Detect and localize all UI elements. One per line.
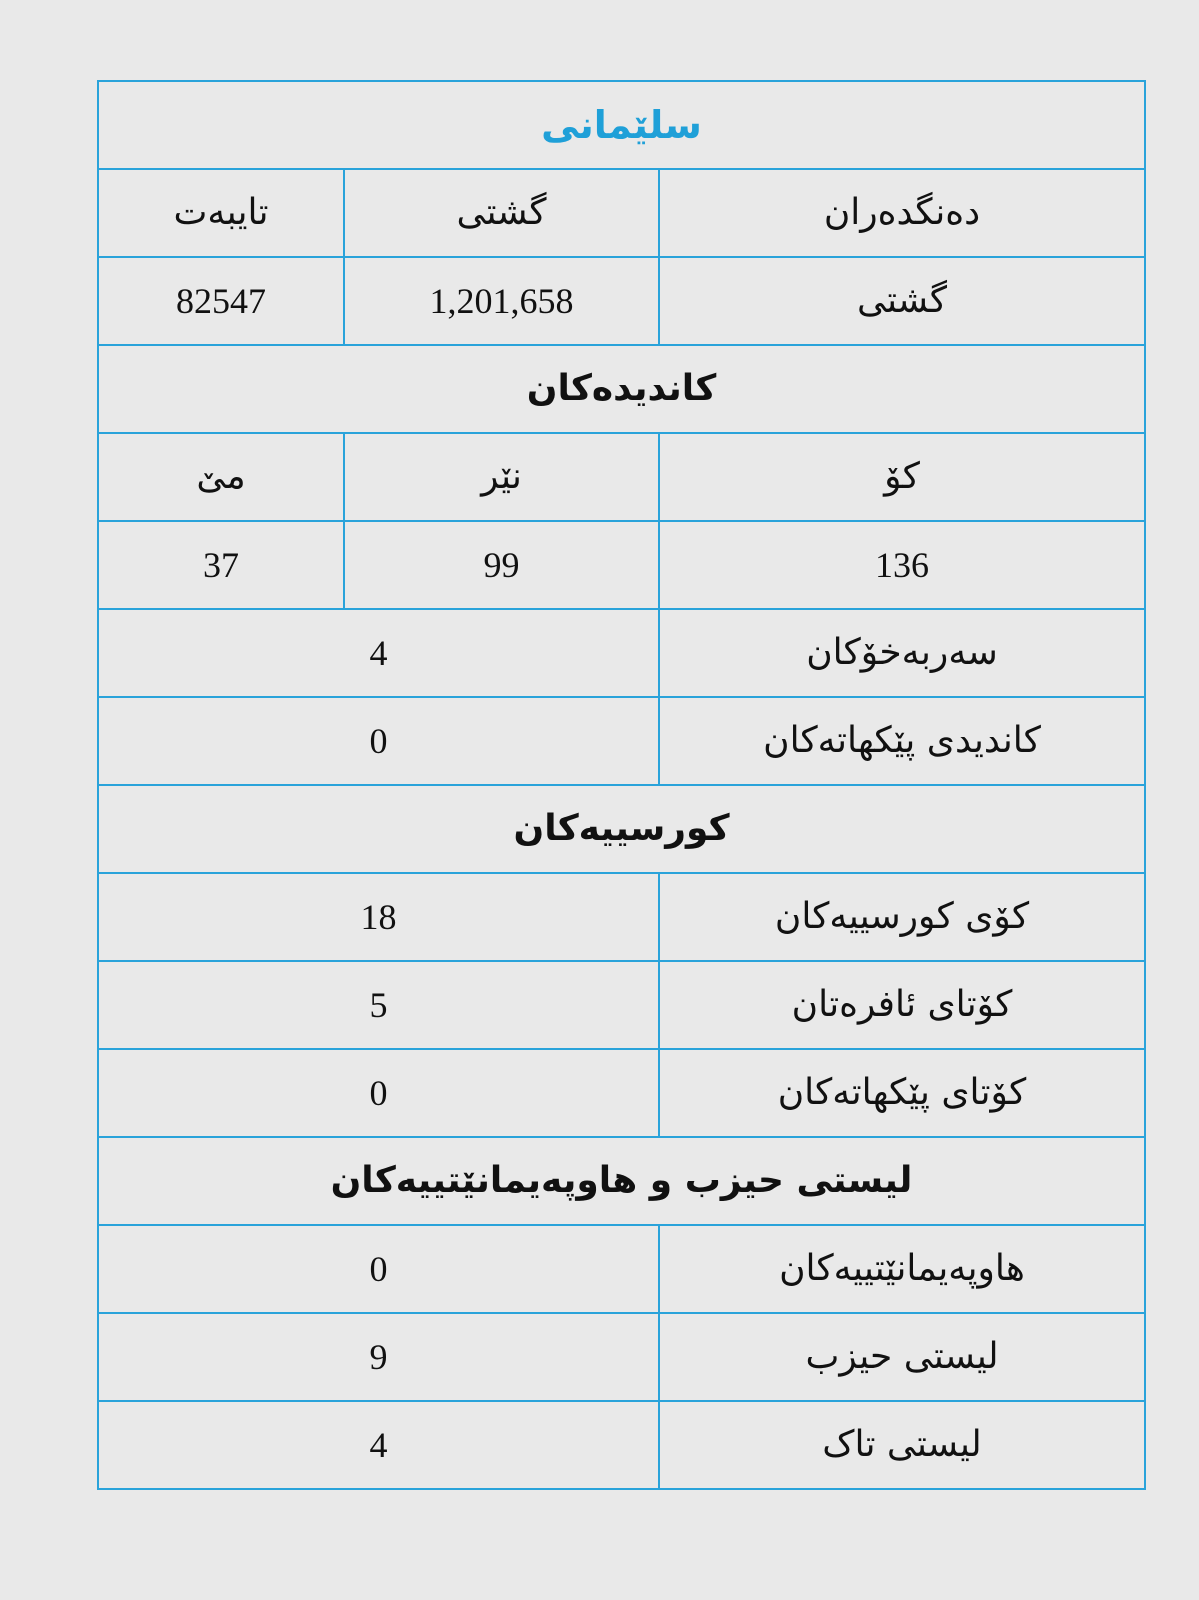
individual-list-label: لیستی تاک [659, 1401, 1145, 1489]
component-candidates-label: کاندیدی پێکهاتەکان [659, 697, 1145, 785]
title-row [98, 81, 1145, 169]
alliances-value: 0 [98, 1225, 659, 1313]
table-row [98, 1401, 1145, 1489]
table-row [98, 1225, 1145, 1313]
candidates-values-row [98, 521, 1145, 609]
candidates-female-value: 37 [98, 521, 344, 609]
component-quota-value: 0 [98, 1049, 659, 1137]
candidates-header-row [98, 433, 1145, 521]
independents-label: سەربەخۆکان [659, 609, 1145, 697]
voters-values-row [98, 257, 1145, 345]
voters-label-header: دەنگدەران [659, 169, 1145, 257]
lists-section-title: لیستی حیزب و هاوپەیمانێتییەکان [98, 1137, 1145, 1225]
table-row [98, 873, 1145, 961]
lists-section-row [98, 1137, 1145, 1225]
party-list-label: لیستی حیزب [659, 1313, 1145, 1401]
voters-special-value: 82547 [98, 257, 344, 345]
table-row [98, 961, 1145, 1049]
candidates-total-value: 136 [659, 521, 1145, 609]
candidates-female-header: مێ [98, 433, 344, 521]
independents-value: 4 [98, 609, 659, 697]
party-list-value: 9 [98, 1313, 659, 1401]
seats-section-row [98, 785, 1145, 873]
table-row [98, 1313, 1145, 1401]
table-row [98, 609, 1145, 697]
candidates-section-row [98, 345, 1145, 433]
table-row [98, 697, 1145, 785]
candidates-male-value: 99 [344, 521, 659, 609]
voters-row-label: گشتی [659, 257, 1145, 345]
component-quota-label: کۆتای پێکهاتەکان [659, 1049, 1145, 1137]
voters-general-value: 1,201,658 [344, 257, 659, 345]
candidates-male-header: نێر [344, 433, 659, 521]
table-row [98, 1049, 1145, 1137]
women-quota-value: 5 [98, 961, 659, 1049]
candidates-section-title: کاندیدەکان [98, 345, 1145, 433]
individual-list-value: 4 [98, 1401, 659, 1489]
voters-special-header: تایبەت [98, 169, 344, 257]
total-seats-value: 18 [98, 873, 659, 961]
page-title: سلێمانی [98, 81, 1145, 169]
total-seats-label: کۆی کورسییەکان [659, 873, 1145, 961]
candidates-total-header: کۆ [659, 433, 1145, 521]
alliances-label: هاوپەیمانێتییەکان [659, 1225, 1145, 1313]
voters-header-row [98, 169, 1145, 257]
seats-section-title: کورسییەکان [98, 785, 1145, 873]
women-quota-label: کۆتای ئافرەتان [659, 961, 1145, 1049]
component-candidates-value: 0 [98, 697, 659, 785]
results-table [97, 80, 1146, 1490]
voters-general-header: گشتی [344, 169, 659, 257]
